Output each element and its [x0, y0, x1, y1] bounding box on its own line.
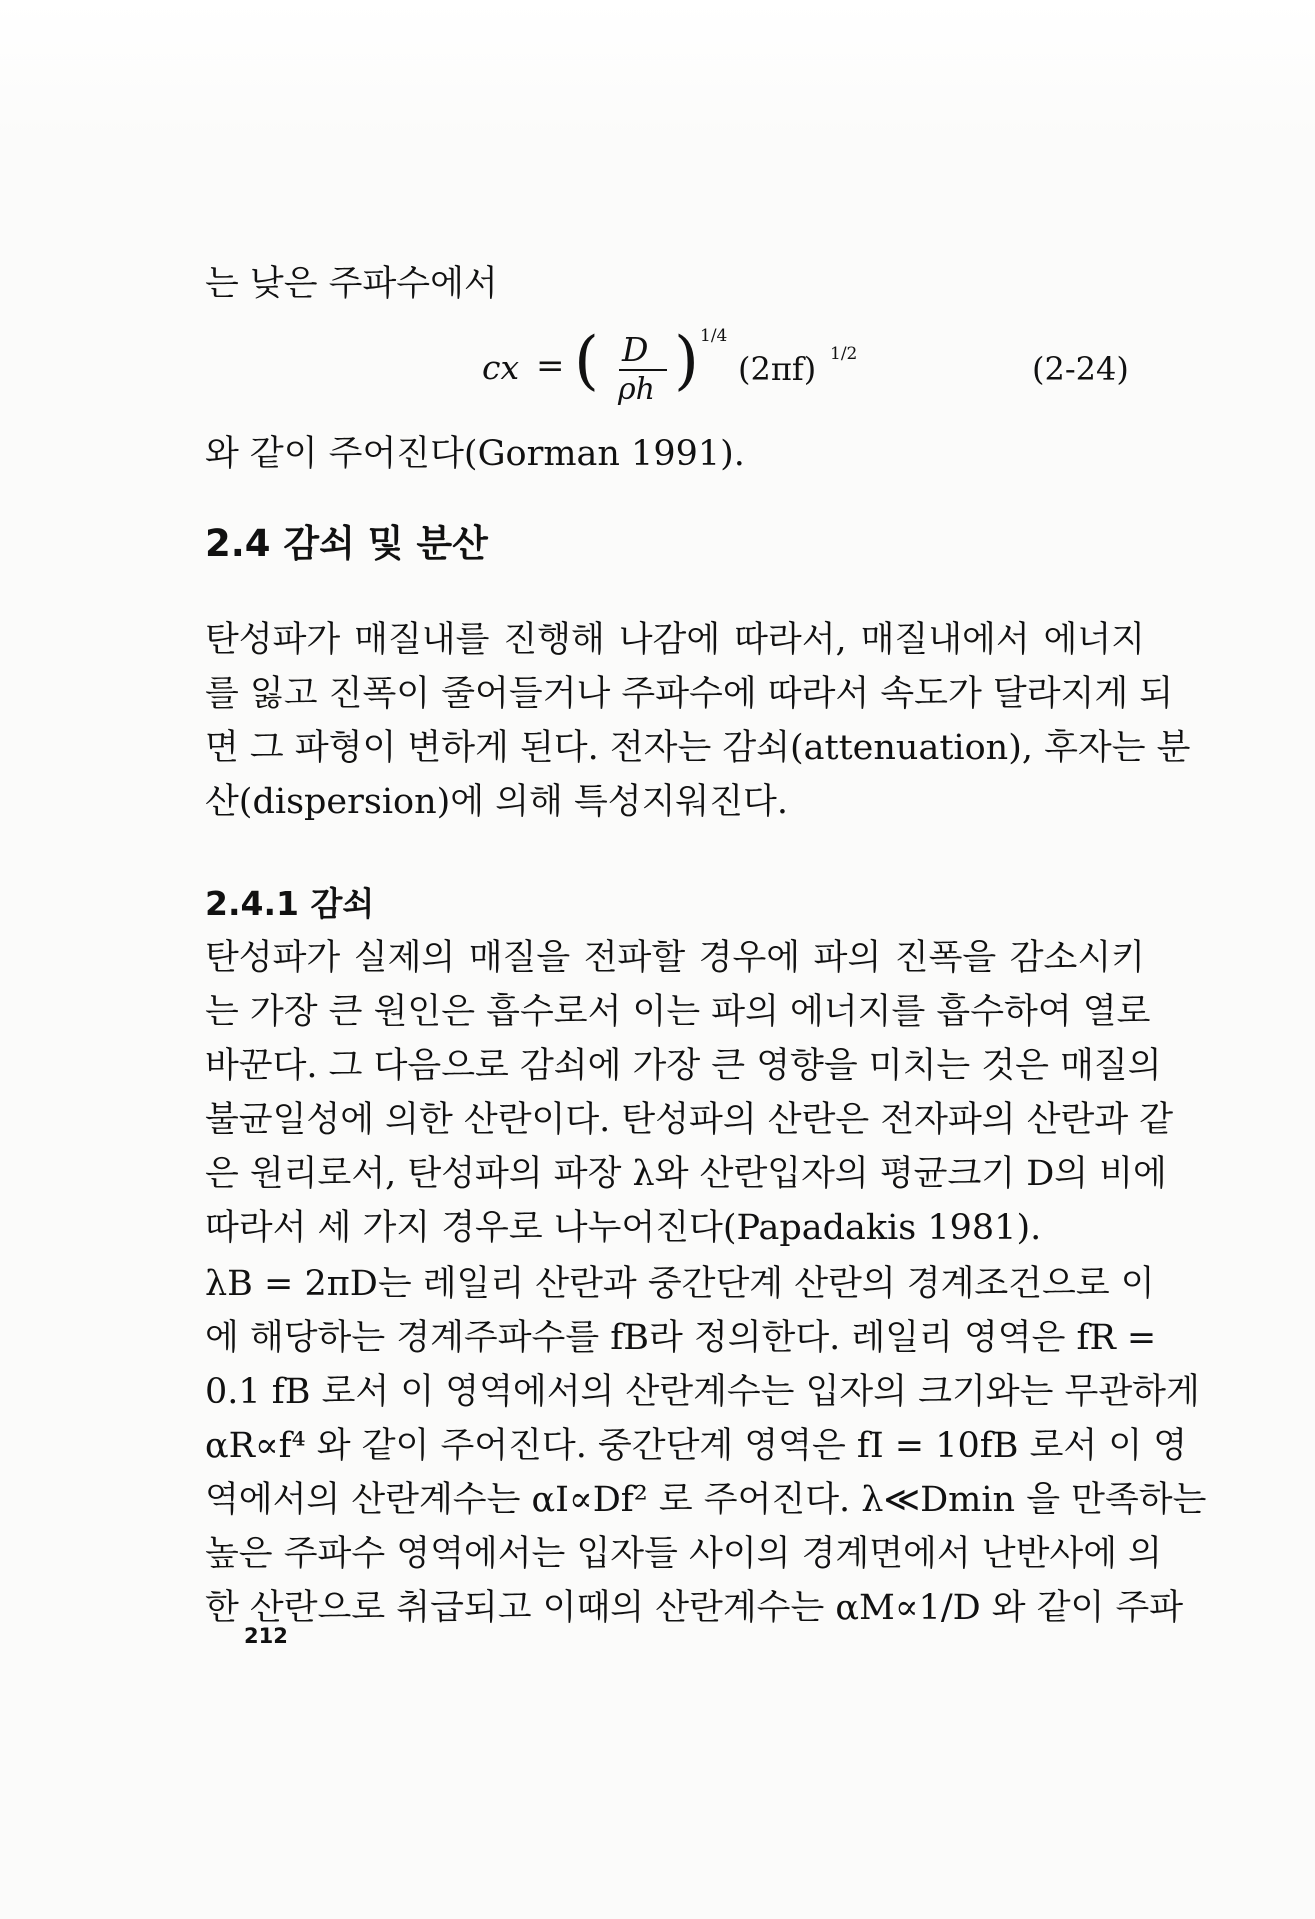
- equation-number: (2-24): [1032, 350, 1129, 388]
- eq-lhs: cx: [482, 348, 520, 387]
- paragraph-line: 따라서 세 가지 경우로 나누어진다(Papadakis 1981).: [205, 1208, 1042, 1248]
- paragraph-line: 탄성파가 매질내를 진행해 나감에 따라서, 매질내에서 에너지: [205, 620, 1145, 660]
- eq-exponent-2: 1/2: [830, 344, 858, 364]
- paragraph-line: λB = 2πD는 레일리 산란과 중간단계 산란의 경계조건으로 이: [205, 1264, 1155, 1304]
- section-heading: 2.4 감쇠 및 분산: [205, 522, 488, 565]
- paragraph-line: 탄성파가 실제의 매질을 전파할 경우에 파의 진폭을 감소시키: [205, 938, 1145, 978]
- document-page: 는 낮은 주파수에서 cx = ( D ρh ) 1/4 (2πf) 1/2 (2-24) 와 같이 주어진다(Gorman 1991). 2.4 감쇠 및 분산 탄성파가 매질내를 진행해 나감에 따라서, 매질내에서 에너지 를 잃고 진폭이 줄어들거나 주파수에 따라서 속도가 달라지게 되 면 그 파형이 변하게 된다. 전자는 감쇠(attenuation), 후자는 분 산(dispersion)에 의해 특성지워진다. 2.4.1 감쇠 탄성파가 실제의 매질을 전파할 경우에 파의 진폭을 감소시키 는 가장 큰 원인은 흡수로서 이는 파의 에너지를 흡수하여 열로 바꾼다. 그 다음으로 감쇠에 가장 큰 영향을 미치는 것은 매질의 불균일성에 의한 산란이다. 탄성파의 산란은 전자파의 산란과 같 은 원리로서, 탄성파의 파장 λ와 산란입자의 평균크기 D의 비에 따라서 세 가지 경우로 나누어진다(Papadakis 1981). λB = 2πD는 레일리 산란과 중간단계 산란의 경계조건으로 이 에 해당하는 경계주파수를 fB라 정의한다. 레일리 영역은 fR = 0.1 fB 로서 이 영역에서의 산란계수는 입자의 크기와는 무관하게 αR∝f⁴ 와 같이 주어진다. 중간단계 영역은 fI = 10fB 로서 이 영 역에서의 산란계수는 αI∝Df² 로 주어진다. λ≪Dmin 을 만족하는 높은 주파수 영역에서는 입자들 사이의 경계면에서 난반사에 의 한 산란으로 취급되고 이때의 산란계수는 αM∝1/D 와 같이 주파 212: [0, 0, 1315, 1919]
- page-number: 212: [244, 1624, 288, 1648]
- paragraph-line: 는 가장 큰 원인은 흡수로서 이는 파의 에너지를 흡수하여 열로: [205, 992, 1151, 1032]
- text-line: 와 같이 주어진다(Gorman 1991).: [205, 434, 745, 474]
- paragraph-line: 높은 주파수 영역에서는 입자들 사이의 경계면에서 난반사에 의: [205, 1534, 1162, 1574]
- fraction-bar: [619, 369, 667, 371]
- paragraph-line: 불균일성에 의한 산란이다. 탄성파의 산란은 전자파의 산란과 같: [205, 1100, 1174, 1140]
- eq-equals: =: [536, 346, 565, 386]
- eq-exponent-1: 1/4: [700, 326, 728, 346]
- eq-factor: (2πf): [738, 350, 817, 388]
- paragraph-line: 0.1 fB 로서 이 영역에서의 산란계수는 입자의 크기와는 무관하게: [205, 1372, 1200, 1412]
- page-edge-shadow: [0, 0, 1315, 140]
- subsection-heading: 2.4.1 감쇠: [205, 884, 375, 923]
- paragraph-line: 산(dispersion)에 의해 특성지워진다.: [205, 782, 788, 822]
- paragraph-line: 은 원리로서, 탄성파의 파장 λ와 산란입자의 평균크기 D의 비에: [205, 1154, 1167, 1194]
- paragraph-line: 바꾼다. 그 다음으로 감쇠에 가장 큰 영향을 미치는 것은 매질의: [205, 1046, 1162, 1086]
- paragraph-line: 역에서의 산란계수는 αI∝Df² 로 주어진다. λ≪Dmin 을 만족하는: [205, 1480, 1207, 1520]
- paragraph-line: 에 해당하는 경계주파수를 fB라 정의한다. 레일리 영역은 fR =: [205, 1318, 1157, 1358]
- paragraph-line: 한 산란으로 취급되고 이때의 산란계수는 αM∝1/D 와 같이 주파: [205, 1588, 1184, 1628]
- paragraph-line: 를 잃고 진폭이 줄어들거나 주파수에 따라서 속도가 달라지게 되: [205, 674, 1174, 714]
- paragraph-line: 면 그 파형이 변하게 된다. 전자는 감쇠(attenuation), 후자는 분: [205, 728, 1191, 768]
- text-line: 는 낮은 주파수에서: [205, 264, 498, 304]
- eq-denominator: ρh: [618, 372, 655, 407]
- paragraph-line: αR∝f⁴ 와 같이 주어진다. 중간단계 영역은 fI = 10fB 로서 이 영: [205, 1426, 1188, 1466]
- eq-numerator: D: [622, 330, 649, 369]
